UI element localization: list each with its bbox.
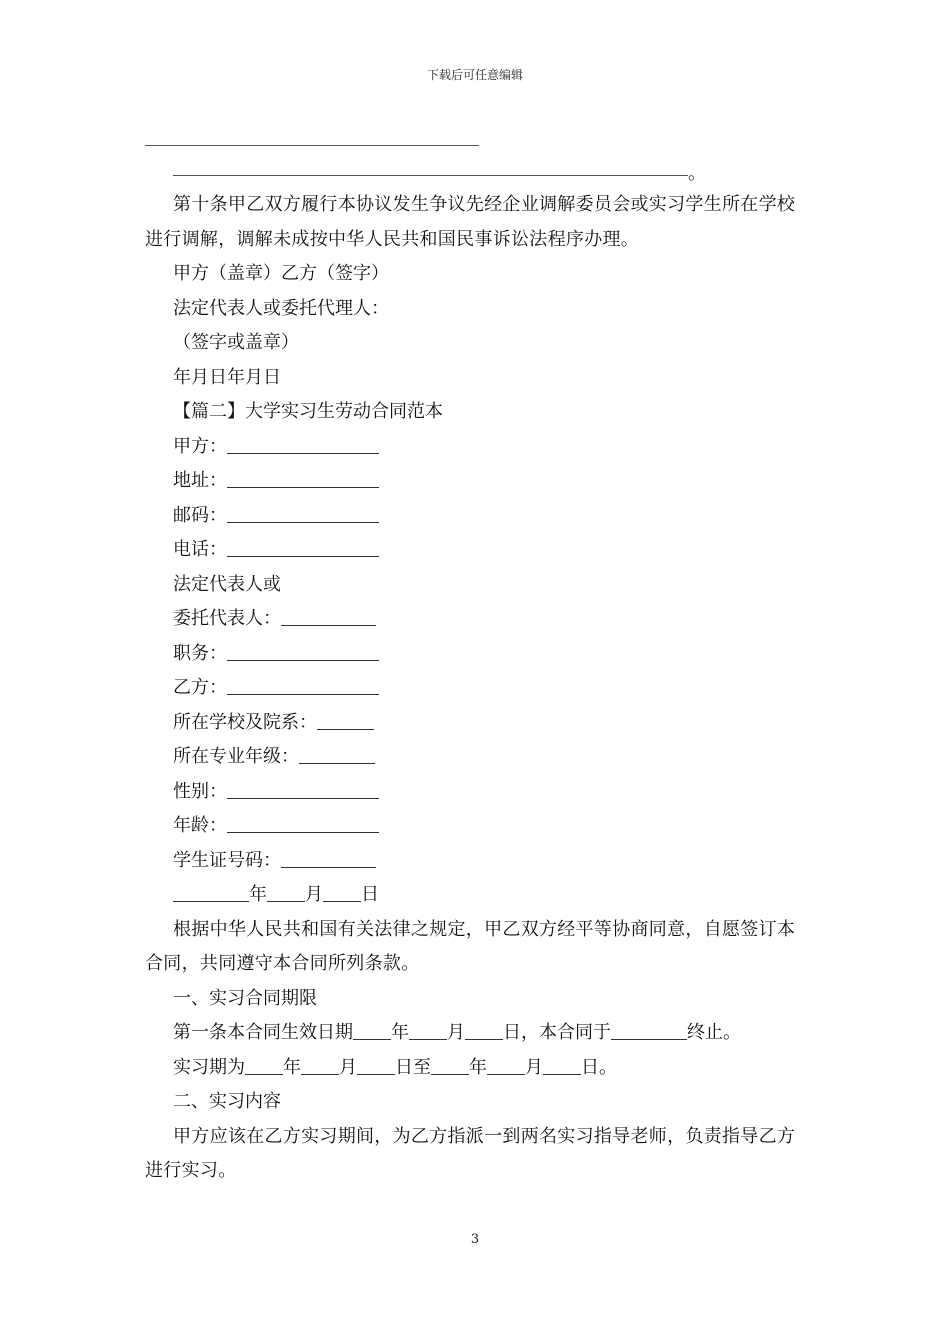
text-segment: 日，本合同于 [503, 1022, 611, 1043]
field-label: 地址： [173, 470, 227, 491]
field-agent [145, 602, 807, 637]
blank-line [173, 881, 249, 902]
blank-line [409, 1019, 447, 1040]
signature-representative: 法定代表人或委托代理人： [173, 297, 389, 319]
blank-rule-2 [173, 175, 688, 176]
blank-line [227, 433, 379, 454]
date-day: 日 [361, 884, 379, 905]
field-label: 年龄： [173, 815, 227, 836]
field-student-id [145, 844, 807, 879]
blank-line [543, 1054, 581, 1075]
blank-line [611, 1019, 687, 1040]
section-2-title: 二、实习内容 [173, 1091, 281, 1112]
field-school [145, 706, 807, 741]
blank-line [317, 709, 374, 730]
text-segment: 日至 [395, 1056, 431, 1078]
blank-line [353, 1019, 391, 1040]
text-segment: 年 [391, 1022, 409, 1043]
blank-line [301, 1054, 339, 1075]
article-10: 第十条甲乙双方履行本协议发生争议先经企业调解委员会或实习学生所在学校进行调解，调解未成按中华人民共和国民事诉讼法程序办理。 [145, 194, 796, 250]
blank-line [245, 1054, 283, 1075]
intro-paragraph: 根据中华人民共和国有关法律之规定，甲乙双方经平等协商同意，自愿签订本合同，共同遵守本合同所列条款。 [145, 918, 796, 974]
text-segment: 终止。 [687, 1022, 741, 1043]
blank-line [227, 536, 379, 557]
signing-date [145, 878, 807, 913]
blank-line [227, 502, 379, 523]
article-1 [145, 1016, 807, 1051]
field-label: 学生证号码： [173, 849, 281, 871]
section-1-title: 一、实习合同期限 [173, 987, 317, 1009]
trailing-period: 。 [688, 163, 706, 184]
signature-date: 年月日年月日 [173, 366, 281, 388]
blank-rule-1 [145, 145, 479, 146]
field-age [145, 809, 807, 844]
field-label: 委托代表人： [173, 608, 281, 629]
content-paragraph: 甲方应该在乙方实习期间，为乙方指派一到两名实习指导老师，负责指导乙方进行实习。 [145, 1125, 796, 1181]
blank-line [227, 812, 379, 833]
blank-line [465, 1019, 503, 1040]
text-segment: 月 [525, 1056, 543, 1078]
page-number: 3 [470, 1232, 480, 1247]
blank-line [227, 674, 379, 695]
field-phone [145, 533, 807, 568]
text-segment: 日。 [581, 1056, 617, 1078]
document-body [145, 188, 807, 1189]
field-label: 所在学校及院系： [173, 711, 317, 733]
blank-line [323, 881, 361, 902]
field-label: 甲方： [173, 435, 227, 457]
field-major [145, 740, 807, 775]
page-header: 下载后可任意编辑 [426, 68, 523, 82]
text-segment: 月 [447, 1022, 465, 1043]
date-year: 年 [249, 884, 267, 905]
blank-line [227, 778, 379, 799]
text-segment: 年 [469, 1056, 487, 1078]
field-legal-rep: 法定代表人或 [173, 573, 281, 595]
field-label: 电话： [173, 539, 227, 560]
signature-parties: 甲方（盖章）乙方（签字） [173, 263, 389, 284]
field-label: 乙方： [173, 677, 227, 698]
signature-stamp: （签字或盖章） [173, 332, 299, 353]
blank-line [357, 1054, 395, 1075]
blank-line [299, 743, 375, 764]
internship-period [145, 1051, 807, 1086]
field-label: 邮码： [173, 504, 227, 526]
blank-line [487, 1054, 525, 1075]
field-label: 职务： [173, 642, 227, 664]
field-position [145, 637, 807, 672]
section-title: 【篇二】大学实习生劳动合同范本 [173, 401, 443, 422]
text-segment: 第一条本合同生效日期 [173, 1022, 353, 1043]
date-month: 月 [305, 884, 323, 905]
text-segment: 实习期为 [173, 1056, 245, 1078]
field-label: 所在专业年级： [173, 746, 299, 767]
field-gender [145, 775, 807, 810]
field-party-a [145, 430, 807, 465]
blank-line [267, 881, 305, 902]
blank-line [281, 847, 376, 868]
field-postcode [145, 499, 807, 534]
blank-line [227, 467, 379, 488]
field-party-b [145, 671, 807, 706]
blank-line [227, 640, 379, 661]
blank-line [281, 605, 376, 626]
field-label: 性别： [173, 780, 227, 802]
text-segment: 年 [283, 1056, 301, 1078]
text-segment: 月 [339, 1056, 357, 1078]
blank-line [431, 1054, 469, 1075]
field-address [145, 464, 807, 499]
